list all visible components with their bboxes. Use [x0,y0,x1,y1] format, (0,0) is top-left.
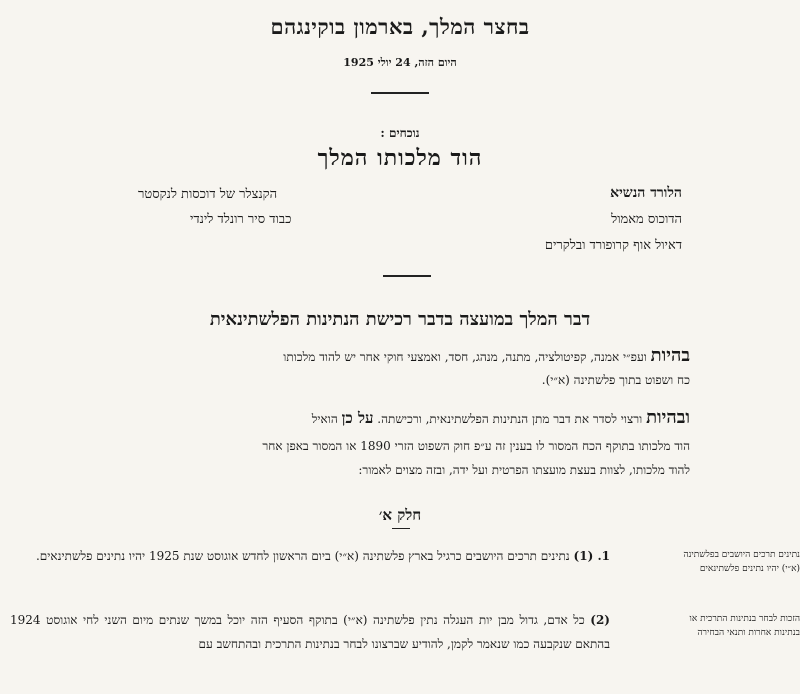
king-title: הוד מלכותו המלך [317,145,483,171]
section-text: נתינים תרכים היושבים כרגיל בארץ פלשתינה (א״י) ביום הראשון לחדש אוגוסט שנת 1925 יהיו נתינים פלשתינאים. [35,549,570,563]
preamble-text: ועפ״י אמנה, קפיטולציה, מתנה, מנהג, חסד, ואמצעי חוקי אחר יש להוד מלכותו [283,350,647,364]
section-paragraph [10,544,610,568]
document-date: היום הזה, 24 יולי 1925 [343,56,457,69]
preamble-text: ורצוי לסדר את דבר מתן הנתינות הפלשתינאית, ורכישתה. [377,412,643,426]
divider [392,528,410,529]
section-text: כל אדם, גדול מבן יות העגלה נתין פלשתינה (א״י) בתוקף הסעיף הזה יוכל במשך שנתים מיום השני לחי אוגוסט 1924 בהתאם שנקבעה כמו שנאמר לקמן, להודיע שברצונו לבחר בנתינות התרכית ובהתחשב עם [10,613,610,651]
divider [371,92,429,94]
divider [383,275,431,277]
section-number: (2) [590,613,610,627]
attendee-lindsay: כבוד סיר רונלד לינדי [190,212,292,227]
section-number: 1. (1) [573,549,610,563]
margin-note: נתינים תרכים היושבים בפלשתינה (א״י) יהיו נתינים פלשתינאים [683,550,800,574]
order-subject: דבר המלך במועצה בדבר רכישת הנתינות הפלשתינאית [209,309,591,330]
preamble-lead: בהיות [650,345,690,366]
preamble-line: כח ושפוט בתוך פלשתינה (א״י). [541,373,690,387]
present-label: נוכחים : [380,126,420,140]
margin-note: הזכות לבחר בנתינות התרכית או בנתינות אחרות ותנאי הבחירה [689,614,800,638]
therefore-phrase: על כן [341,409,374,427]
attendee-chancellor: הקנצלר של דוכסות לנקסטר [138,187,278,202]
document-title: בחצר המלך, בארמון בוקינגהם [270,14,530,39]
attendee-earl: דאיול אוף קרופורד ובלקרים [544,238,682,253]
preamble-line [283,346,690,367]
preamble-line [312,408,690,429]
attendee-duke: הדוכוס מאמול [611,212,682,227]
preamble-line: להוד מלכותו, לצוות בעצת מועצתו הפרטית ועל ידה, ובזה מצוים לאמור: [358,463,690,477]
part-heading: חלק א׳ [378,506,422,524]
attendee-lord-president: הלורד הנשיא [610,185,682,201]
section-paragraph [10,608,610,656]
preamble-lead: ובהיות [646,407,690,428]
preamble-text: הואיל [311,412,338,426]
preamble-line: הוד מלכותו בתוקף הכח המסור לו בענין זה ע״פ חוק השפוט הזרי 1890 או המסור באפן אחר [262,439,690,453]
